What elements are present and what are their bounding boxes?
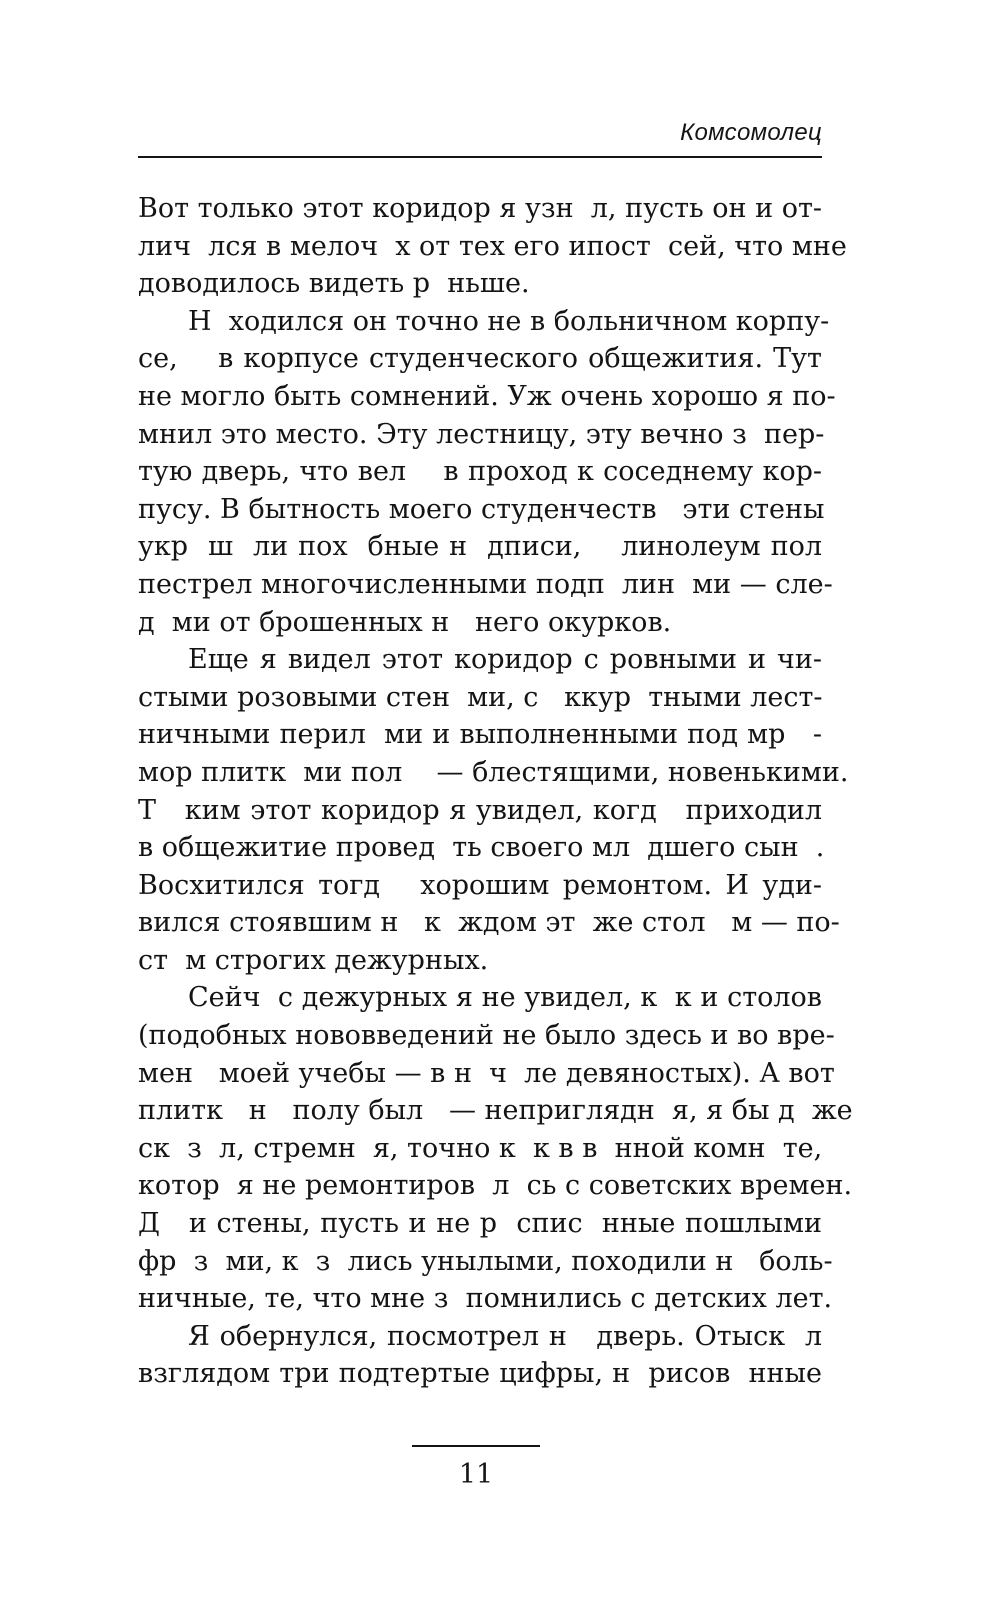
text-line: доводилось видеть р ньше. bbox=[138, 268, 530, 300]
text-line: Н ходился он точно не в больничном корпу- bbox=[188, 305, 830, 337]
text-line: се, в корпусе студенческого общежития. Тут bbox=[138, 343, 822, 375]
text-line: Еще я видел этот коридор с ровными и чи- bbox=[188, 644, 822, 676]
text-line: ничные, те, что мне з помнились с детских лет. bbox=[138, 1283, 833, 1315]
text-line: фр з ми, к з лись унылыми, походили н боль- bbox=[138, 1245, 833, 1277]
text-line: мен моей учебы — в н ч ле девяностых). А вот bbox=[138, 1057, 835, 1089]
header-rule bbox=[138, 156, 822, 158]
text-line: мнил это место. Эту лестницу, эту вечно з пер- bbox=[138, 418, 825, 450]
text-line: ск з л, стремн я, точно к к в в нной комн те, bbox=[138, 1132, 823, 1164]
text-line: Т ким этот коридор я увидел, когд приходил bbox=[138, 794, 822, 826]
paragraph bbox=[138, 190, 847, 303]
text-line: Я обернулся, посмотрел н дверь. Отыск л bbox=[188, 1320, 822, 1352]
text-line: укр ш ли пох бные н дписи, линолеум пол bbox=[138, 531, 822, 563]
paragraph bbox=[138, 641, 849, 979]
text-line: ничными перил ми и выполненными под мр - bbox=[138, 719, 822, 751]
text-line: лич лся в мелоч х от тех его ипост сей, что мне bbox=[138, 230, 847, 262]
text-line: не могло быть сомнений. Уж очень хорошо я по- bbox=[138, 380, 836, 412]
footer-rule bbox=[412, 1445, 540, 1447]
text-line: плитк н полу был — неприглядн я, я бы д же bbox=[138, 1095, 853, 1127]
paragraph bbox=[138, 1318, 822, 1393]
text-line: Д и стены, пусть и не р спис нные пошлыми bbox=[138, 1208, 822, 1240]
text-line: вился стоявшим н к ждом эт же стол м — по- bbox=[138, 907, 840, 939]
text-line: (подобных нововведений не было здесь и во вре- bbox=[138, 1020, 835, 1052]
paragraph bbox=[138, 979, 853, 1317]
text-line: мор плитк ми пол — блестящими, новенькими. bbox=[138, 756, 849, 788]
text-line: тую дверь, что вел в проход к соседнему кор- bbox=[138, 456, 822, 488]
paragraph bbox=[138, 303, 836, 641]
running-header-title: Комсомолец bbox=[680, 119, 822, 146]
text-line: в общежитие провед ть своего мл дшего сын . bbox=[138, 832, 825, 864]
page-number: 11 bbox=[458, 1459, 494, 1490]
text-line: Вот только этот коридор я узн л, пусть он и от- bbox=[138, 193, 823, 224]
text-line: взглядом три подтертые цифры, н рисов нные bbox=[138, 1358, 822, 1390]
text-line: пусу. В бытность моего студенчеств эти стены bbox=[138, 493, 825, 525]
text-line: д ми от брошенных н него окурков. bbox=[138, 606, 672, 638]
text-line: Сейч с дежурных я не увидел, к к и столов bbox=[188, 982, 822, 1014]
text-line: котор я не ремонтиров л сь с советских времен. bbox=[138, 1170, 853, 1202]
text-line: Восхитился тогд хорошим ремонтом. И уди- bbox=[138, 869, 822, 901]
text-line: стыми розовыми стен ми, с ккур тными лест- bbox=[138, 681, 823, 713]
text-line: ст м строгих дежурных. bbox=[138, 944, 489, 976]
text-line: пестрел многочисленными подп лин ми — сле- bbox=[138, 568, 833, 600]
body-text bbox=[138, 190, 853, 1393]
running-header bbox=[138, 118, 822, 154]
